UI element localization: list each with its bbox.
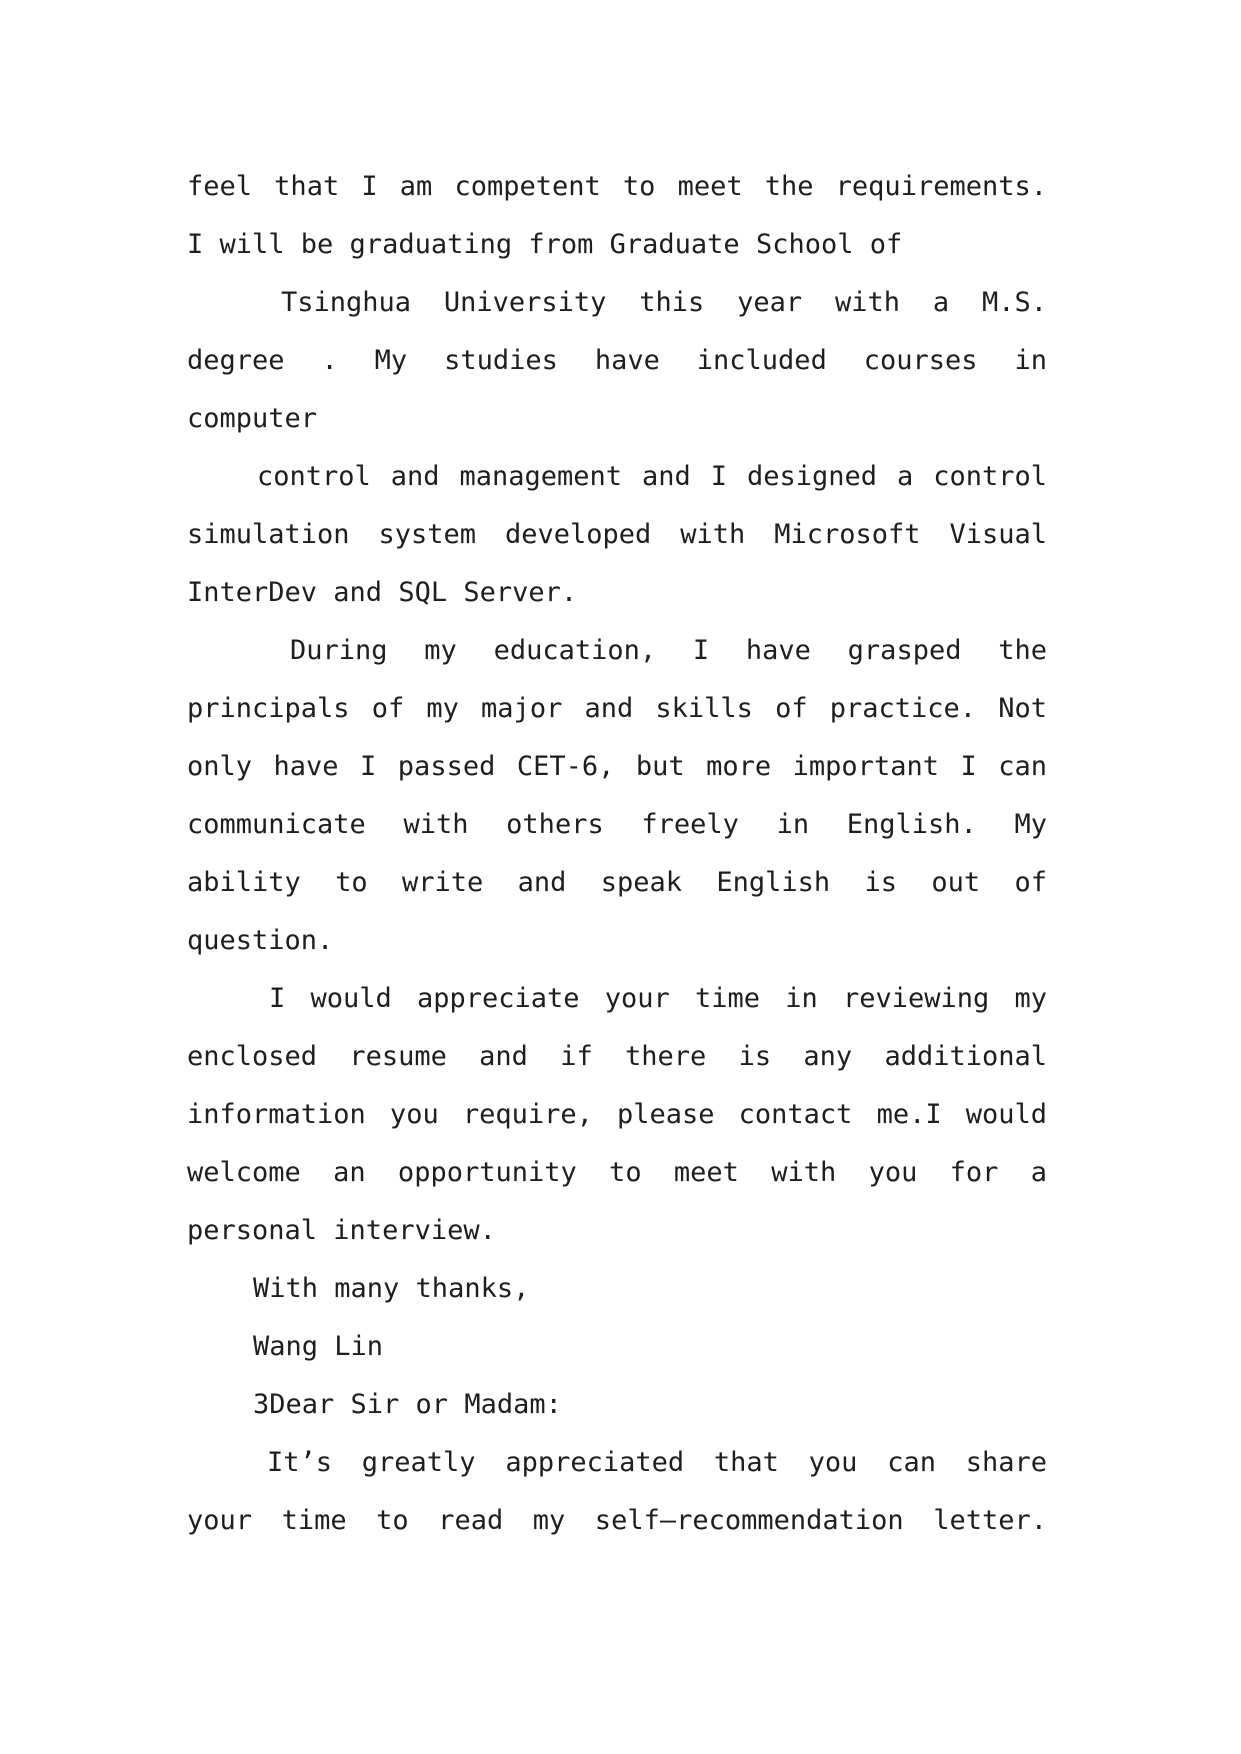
text-line: information you require, please contact me.I would <box>187 1099 1047 1130</box>
text-line: only have I passed CET-6, but more important I can <box>187 751 1047 782</box>
text-line: simulation system developed with Microsoft Visual <box>187 519 1047 550</box>
text-line: With many thanks, <box>253 1273 530 1304</box>
text-line: question. <box>187 925 334 956</box>
text-line: control and management and I designed a control <box>257 461 1047 492</box>
text-line: your time to read my self—recommendation letter. <box>187 1505 1047 1536</box>
text-line: It’s greatly appreciated that you can share <box>267 1447 1047 1478</box>
text-line: feel that I am competent to meet the requirements. <box>187 171 1047 202</box>
text-line: During my education, I have grasped the <box>290 635 1047 666</box>
text-line: personal interview. <box>187 1215 496 1246</box>
text-line: communicate with others freely in English. My <box>187 809 1047 840</box>
text-line: Tsinghua University this year with a M.S. <box>281 287 1047 318</box>
text-line: principals of my major and skills of practice. Not <box>187 693 1047 724</box>
text-line: Wang Lin <box>253 1331 384 1362</box>
text-line: welcome an opportunity to meet with you for a <box>187 1157 1047 1188</box>
text-line: degree . My studies have included courses in <box>187 345 1047 376</box>
text-line: computer <box>187 403 318 434</box>
text-line: I would appreciate your time in reviewing my <box>269 983 1047 1014</box>
text-line: ability to write and speak English is out of <box>187 867 1047 898</box>
letter-body <box>187 158 1047 1550</box>
text-line: enclosed resume and if there is any additional <box>187 1041 1047 1072</box>
text-line: I will be graduating from Graduate School of <box>187 229 903 260</box>
text-line: 3Dear Sir or Madam: <box>253 1389 562 1420</box>
text-line: InterDev and SQL Server. <box>187 577 578 608</box>
